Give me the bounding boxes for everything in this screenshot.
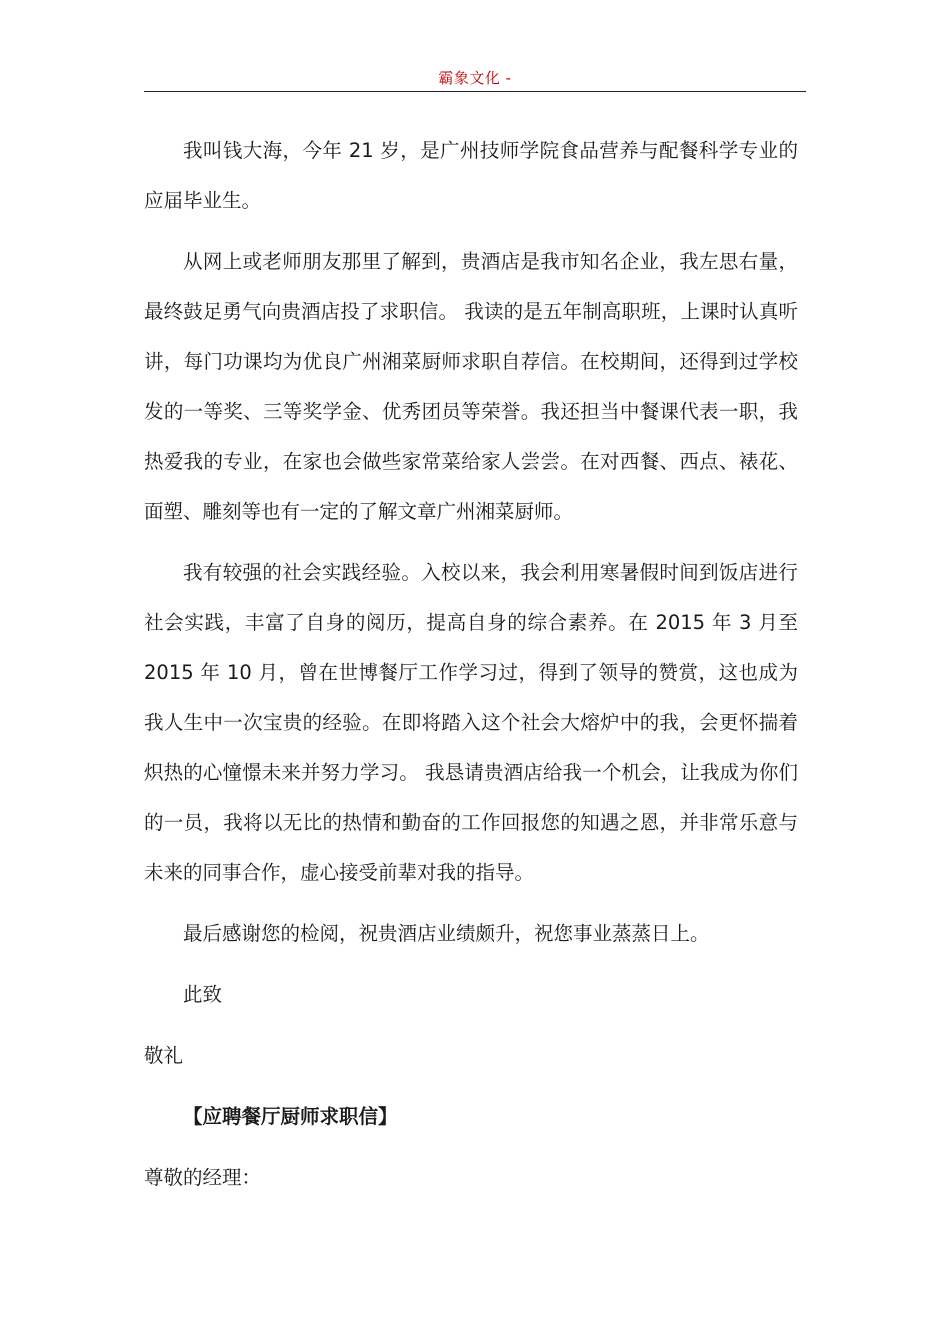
header-title: 霸象文化 - [438,69,512,87]
paragraph-intro: 我叫钱大海，今年 21 岁，是广州技师学院食品营养与配餐科学专业的应届毕业生。 [144,139,798,212]
letter-greeting: 尊敬的经理： [144,1166,262,1189]
page-header [144,66,806,92]
salutation-jingli: 敬礼 [144,1044,184,1067]
paragraph-experience: 我有较强的社会实践经验。入校以来，我会利用寒暑假时间到饭店进行社会实践，丰富了自身的阅历，提高自身的综合素养。在 2015 年 3 月至 2015 年 10 月，曾在世博餐厅工作学习过，得到了领导的赞赏，这也成为我人生中一次宝贵的经验。在即将踏入这个社会大熔炉中的我，会更怀揣着炽热的心憧憬未来并努力学习。 我恳请贵酒店给我一个机会，让我成为你们的一员，我将以无比的热情和勤奋的工作回报您的知遇之恩，并非常乐意与未来的同事合作，虚心接受前辈对我的指导。 [144,561,798,884]
paragraph-education: 从网上或老师朋友那里了解到，贵酒店是我市知名企业，我左思右量，最终鼓足勇气向贵酒店投了求职信。 我读的是五年制高职班，上课时认真听讲，每门功课均为优良广州湘菜厨师求职自荐信。在校期间，还得到过学校发的一等奖、三等奖学金、优秀团员等荣誉。我还担当中餐课代表一职，我热爱我的专业，在家也会做些家常菜给家人尝尝。在对西餐、西点、裱花、面塑、雕刻等也有一定的了解文章广州湘菜厨师。 [144,250,798,523]
section-title: 【应聘餐厅厨师求职信】 [183,1105,398,1128]
salutation-cizhi: 此致 [183,983,223,1006]
paragraph-closing: 最后感谢您的检阅，祝贵酒店业绩颇升，祝您事业蒸蒸日上。 [183,922,710,945]
letter-body [144,126,798,1203]
